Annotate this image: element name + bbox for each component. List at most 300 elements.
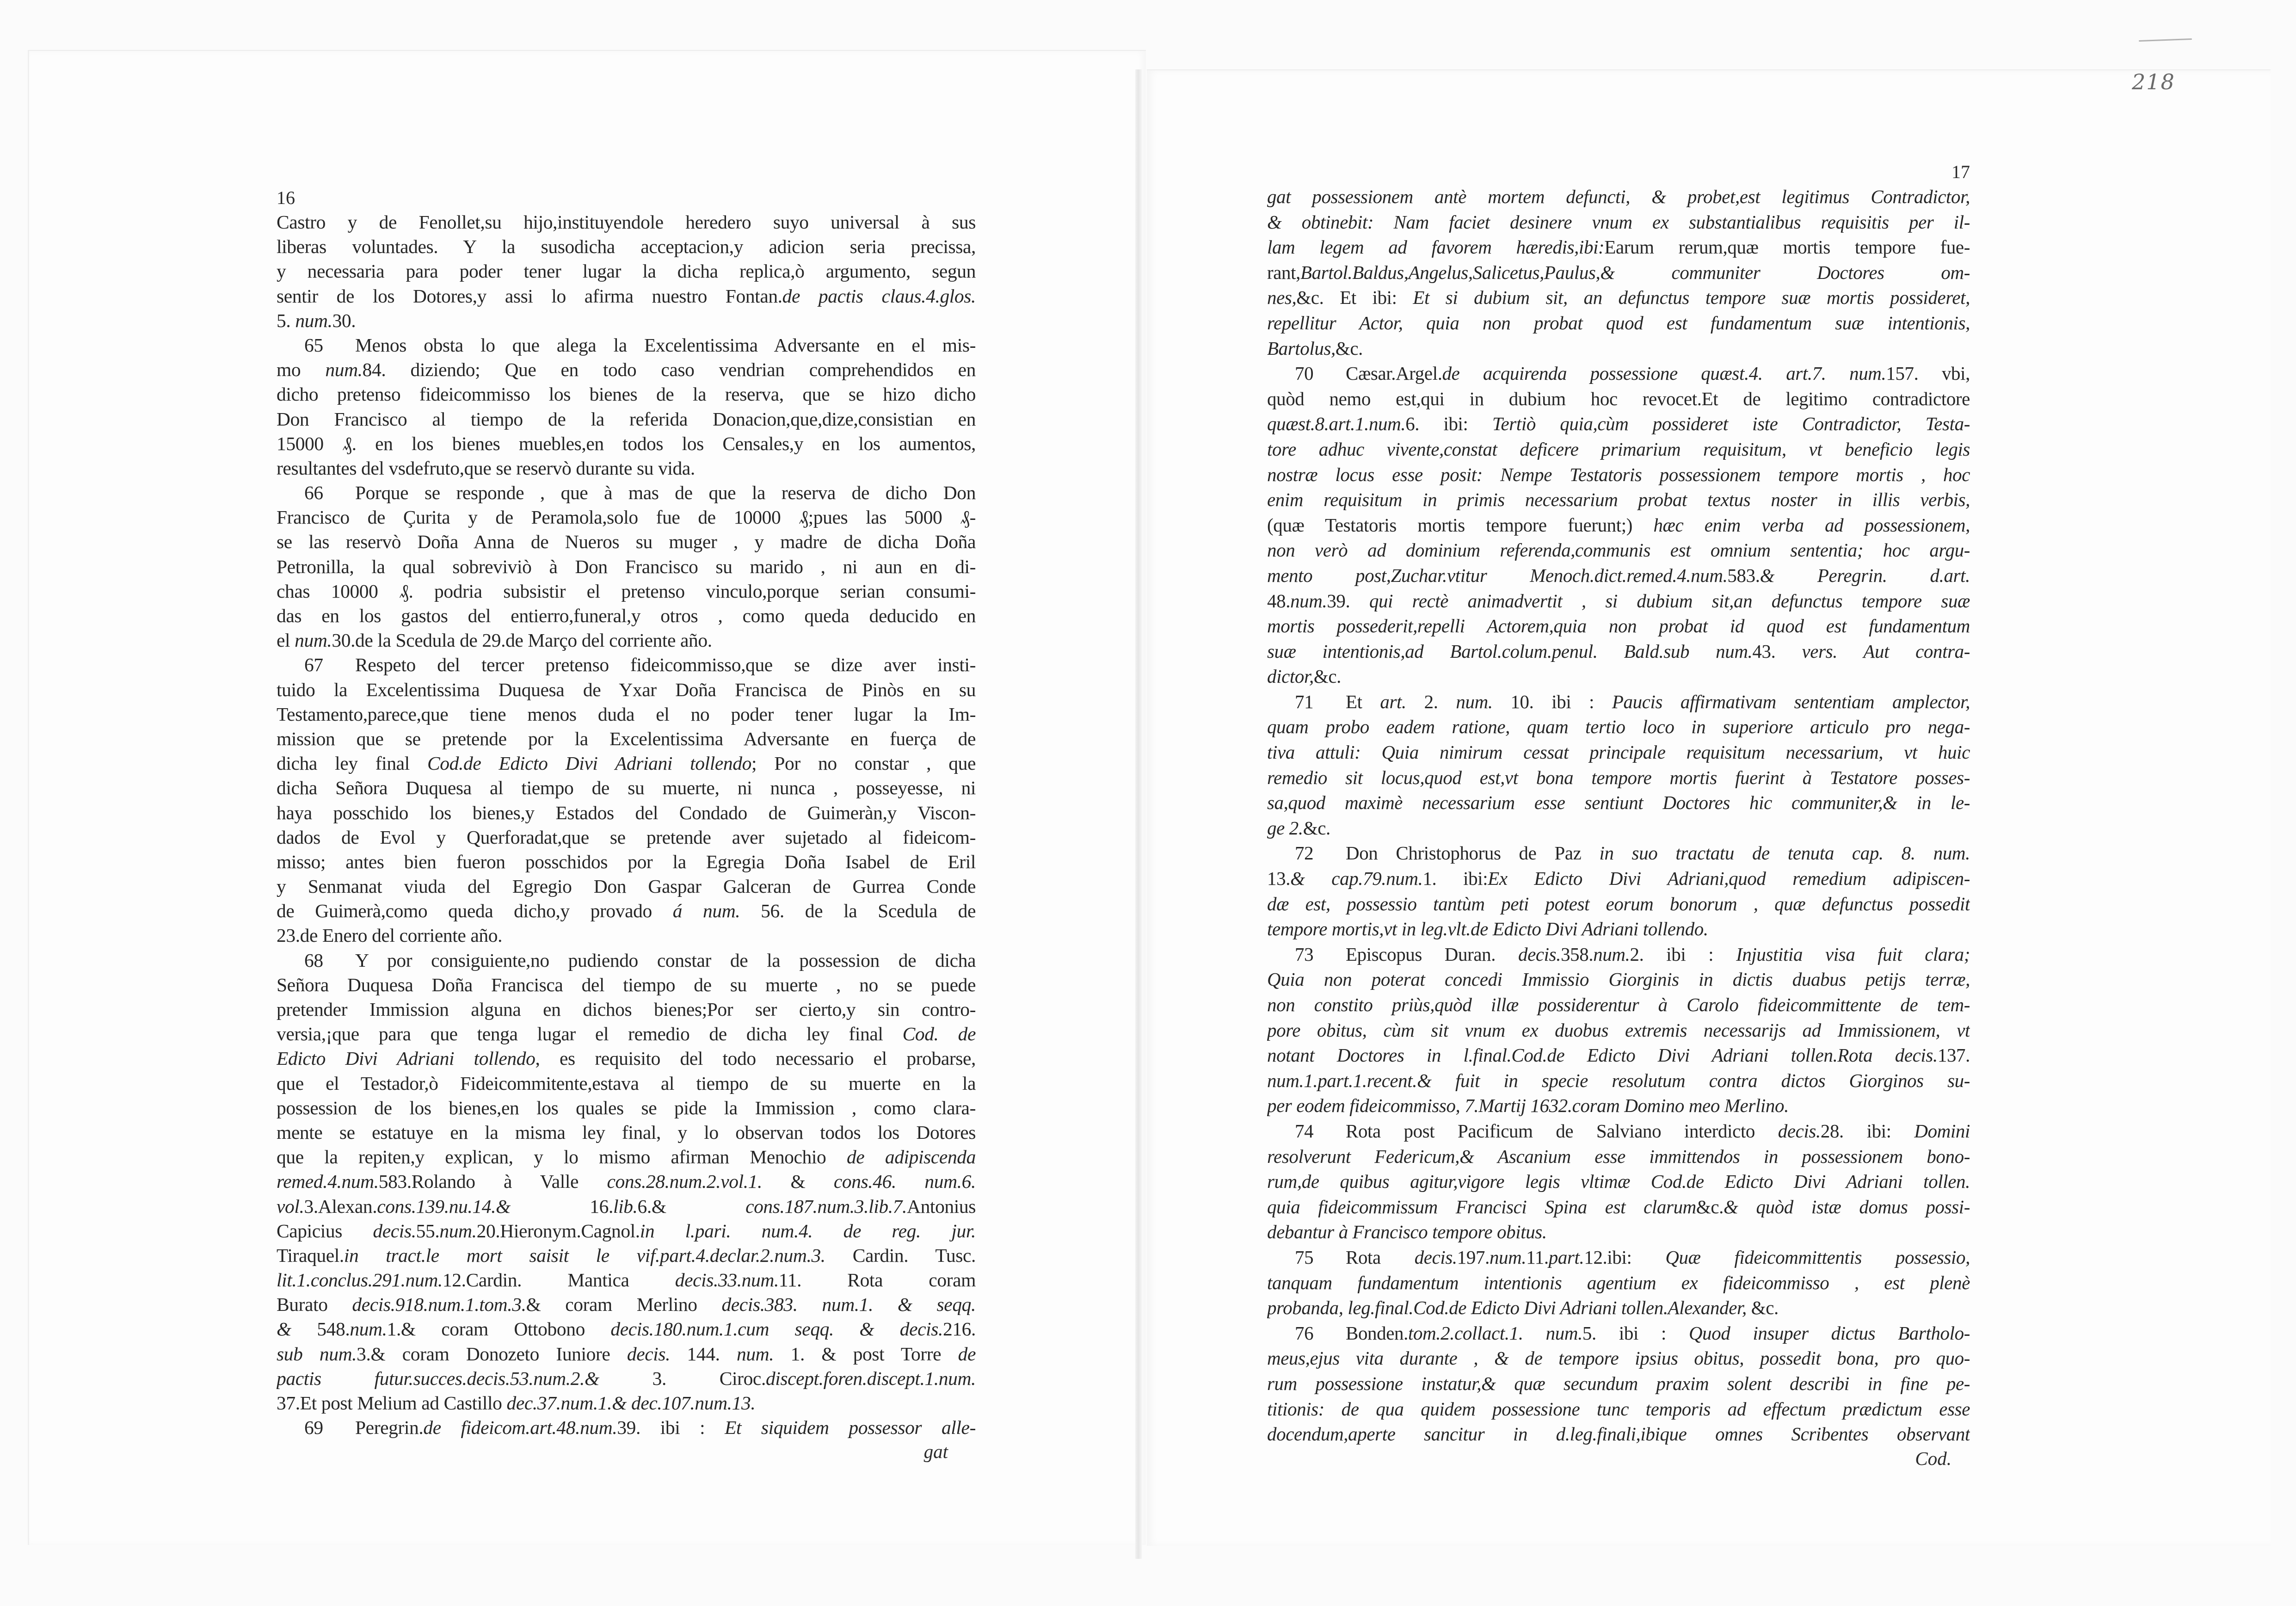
- roman-text: (quæ Testatoris mortis tempore fuerunt;): [1267, 514, 1654, 536]
- text-line: [1267, 537, 1970, 563]
- roman-text: Antonius: [907, 1195, 976, 1217]
- italic-citation: num.: [1593, 943, 1630, 965]
- italic-citation: debantur à Francisco tempore obitus.: [1267, 1221, 1547, 1243]
- text-line: [277, 235, 976, 259]
- italic-citation: de pactis claus.4.glos.: [782, 285, 976, 307]
- italic-citation: á num.: [672, 900, 740, 922]
- roman-text: tuido la Excelentissima Duquesa de Yxar Doña Francisca de Pinòs en su: [277, 679, 976, 700]
- paragraph-start-line: [277, 1415, 976, 1440]
- text-line: [1267, 866, 1970, 891]
- roman-text: 43.: [1752, 640, 1802, 662]
- text-line: [1267, 1068, 1970, 1093]
- text-line: [1267, 1169, 1970, 1194]
- text-line: [277, 628, 976, 653]
- roman-text: dicha ley final: [277, 753, 428, 774]
- roman-text: 358.: [1561, 943, 1594, 965]
- roman-text: Capicius: [277, 1220, 373, 1242]
- text-line: [1267, 790, 1970, 815]
- italic-citation: quam probo eadem ratione, quam tertio loco in superiore articulo pro nega-: [1267, 716, 1970, 738]
- roman-text: mente se estatuye en la misma ley final, y lo observan todos los Dotores: [277, 1121, 976, 1143]
- text-line: [277, 259, 976, 284]
- text-line: [1267, 1421, 1970, 1447]
- text-line: [277, 1046, 976, 1071]
- text-line: [277, 1071, 976, 1096]
- text-line: [1267, 437, 1970, 462]
- paragraph-start-line: [277, 948, 976, 973]
- text-line: [277, 1366, 976, 1391]
- italic-citation: rum,de quibus agitur,vigore legis vltimæ Cod.de Edicto Divi Adriani tollen.: [1267, 1171, 1970, 1192]
- italic-citation: Injustitia visa fuit clara;: [1736, 943, 1970, 965]
- text-line: [1267, 285, 1970, 310]
- italic-citation: decis.180.num.1.cum seqq. & decis.: [610, 1318, 943, 1340]
- text-line: [277, 1022, 976, 1046]
- roman-text: &c.: [1751, 1297, 1779, 1319]
- italic-citation: num.: [439, 1220, 477, 1242]
- roman-text: Petronilla, la qual sobreviviò à Don Francisco su marido , ni aun en di-: [277, 556, 976, 577]
- italic-citation: de acquirenda possessione quæst.4. art.7. num.: [1442, 363, 1886, 384]
- roman-text: 197.: [1457, 1246, 1490, 1268]
- text-line: [277, 1292, 976, 1317]
- text-line: [277, 1391, 976, 1415]
- italic-citation: num.: [1489, 1246, 1527, 1268]
- text-line: [1267, 639, 1970, 664]
- roman-text: 15000 ₰. en los bienes muebles,en todos los Censales,y en los aumentos,: [277, 432, 976, 454]
- italic-citation: & obtinebit: Nam faciet desinere vnum ex substantialibus requisitis per il-: [1267, 211, 1970, 233]
- italic-citation: lit.1.conclus.291.num.: [277, 1269, 443, 1291]
- roman-text: 84. diziendo; Que en todo caso vendrian comprehendidos en: [362, 359, 976, 381]
- italic-citation: lib.: [613, 1195, 638, 1217]
- text-line: [1267, 563, 1970, 588]
- text-line: [277, 456, 976, 481]
- text-line: [277, 899, 976, 923]
- roman-text: 1. ibi:: [1422, 868, 1488, 889]
- italic-citation: Quæ fideicommittentis possessio,: [1665, 1246, 1970, 1268]
- text-line: [1267, 1018, 1970, 1043]
- text-line: [1267, 1396, 1970, 1422]
- italic-citation: Edicto Divi Adriani tollendo: [277, 1048, 536, 1069]
- text-line: [277, 505, 976, 530]
- italic-citation: tempore mortis,vt in leg.vlt.de Edicto Divi Adriani tollendo.: [1267, 918, 1708, 940]
- roman-text: &: [762, 1171, 834, 1192]
- roman-text: Don Francisco al tiempo de la referida Donacion,que,dize,consistian en: [277, 408, 976, 430]
- roman-text: Porque se responde , que à mas de que la reserva de dicho Don: [355, 482, 976, 504]
- roman-text: resultantes del vsdefruto,que se reservò durante su vida.: [277, 457, 695, 479]
- paragraph-number: 67: [304, 654, 323, 676]
- italic-citation: Paucis affirmativam sententiam amplector,: [1612, 691, 1970, 712]
- text-line: [1267, 1043, 1970, 1068]
- text-lines: [277, 210, 976, 1440]
- roman-text: 37.Et post Melium ad Castillo: [277, 1392, 507, 1414]
- text-line: [277, 1169, 976, 1194]
- roman-text: 3.& coram Donozeto Iuniore: [357, 1343, 627, 1365]
- text-line: [1267, 336, 1970, 361]
- italic-citation: sa,quod maximè necessarium esse sentiunt Doctores hic communiter,& in le-: [1267, 792, 1970, 814]
- italic-citation: tore adhuc vivente,constat deficere primarium requisitum, vt beneficio legis: [1267, 438, 1970, 460]
- text-line: [277, 284, 976, 309]
- roman-text: , es requisito del todo necessario el probarse,: [535, 1048, 976, 1069]
- roman-text: Francisco de Çurita y de Peramola,solo fue de 10000 ₰;pues las 5000 ₰-: [277, 507, 976, 528]
- text-line: [277, 776, 976, 800]
- paragraph-number: 70: [1295, 363, 1314, 384]
- italic-citation: Cod.de Edicto Divi Adriani tollendo: [427, 753, 751, 774]
- italic-citation: dictor,: [1267, 666, 1314, 687]
- text-line: [1267, 260, 1970, 285]
- roman-text: 30.: [332, 309, 356, 331]
- roman-text: Bonden.: [1346, 1322, 1408, 1344]
- text-line: [277, 678, 976, 702]
- italic-citation: docendum,aperte sancitur in d.leg.finali,ibique omnes Scribentes observant: [1267, 1423, 1970, 1445]
- italic-citation: dec.37.num.1.& dec.107.num.13.: [506, 1392, 756, 1414]
- italic-citation: suæ intentionis,ad Bartol.colum.penul. Bald.sub num.: [1267, 640, 1753, 662]
- paragraph-start-line: [1267, 840, 1970, 866]
- roman-text: haya posschido los bienes,y Estados del Condado de Guimeràn,y Viscon-: [277, 802, 976, 823]
- italic-citation: part.: [1548, 1246, 1584, 1268]
- text-line: [277, 432, 976, 456]
- text-line: [277, 1096, 976, 1120]
- italic-citation: vers. Aut contra-: [1802, 640, 1970, 662]
- roman-text: sentir de los Dotores,y assi lo afirma nuestro Fontan.: [277, 285, 782, 307]
- italic-citation: cons.139.nu.14.&: [377, 1195, 590, 1217]
- paragraph-number: 72: [1295, 842, 1314, 864]
- text-line: [1267, 815, 1970, 841]
- text-line: [277, 530, 976, 554]
- roman-text: 11.: [1526, 1246, 1549, 1268]
- roman-text: 144.: [670, 1343, 737, 1365]
- italic-citation: ge 2.: [1267, 817, 1303, 839]
- text-line: [1267, 916, 1970, 942]
- italic-citation: remedio sit locus,quod est,vt bona tempore mortis fuerint à Testatore posses-: [1267, 766, 1970, 788]
- roman-text: Tiraquel.: [277, 1244, 344, 1266]
- roman-text: rant,: [1267, 261, 1300, 283]
- text-line: [277, 382, 976, 407]
- italic-citation: mento post,Zuchar.vtitur Menoch.dict.remed.4.num.: [1267, 564, 1728, 586]
- roman-text: se las reservò Doña Anna de Nueros su muger , y madre de dicha Doña: [277, 531, 976, 553]
- italic-citation: cons.46. num.6.: [833, 1171, 976, 1192]
- text-line: [1267, 1295, 1970, 1321]
- roman-text: 55.: [416, 1220, 440, 1242]
- text-line: [1267, 386, 1970, 412]
- italic-citation: decis.: [1778, 1120, 1821, 1142]
- roman-text: versia,¡que para que tenga lugar el remedio de dicha ley final: [277, 1023, 903, 1045]
- paragraph-number: 71: [1295, 691, 1314, 712]
- text-line: [1267, 310, 1970, 336]
- italic-citation: tiva attuli: Quia nimirum cessat principale requisitum necessarium, vt huic: [1267, 741, 1970, 763]
- roman-text: 28. ibi:: [1820, 1120, 1914, 1142]
- roman-text: dicho pretenso fideicommisso los bienes de la reserva, que se hizo dicho: [277, 383, 976, 405]
- paragraph-number: 76: [1295, 1322, 1314, 1344]
- text-line: [1267, 210, 1970, 235]
- text-line: [1267, 235, 1970, 260]
- text-line: [1267, 1371, 1970, 1396]
- roman-text: el: [277, 630, 295, 651]
- paragraph-start-line: [1267, 1118, 1970, 1144]
- text-line: [277, 1342, 976, 1366]
- italic-citation: lam legem ad favorem hæredis,ibi:: [1267, 236, 1605, 258]
- italic-citation: & Peregrin. d.art.: [1760, 564, 1970, 586]
- paragraph-start-line: [1267, 1321, 1970, 1346]
- roman-text: 5.: [277, 309, 295, 331]
- roman-text: 216.: [942, 1318, 976, 1340]
- italic-citation: non verò ad dominium referenda,communis est omnium sententia; hoc argu-: [1267, 539, 1970, 561]
- italic-citation: & quòd istæ domus possi-: [1724, 1196, 1970, 1217]
- italic-citation: num.: [736, 1343, 774, 1365]
- text-line: [277, 850, 976, 874]
- text-line: [1267, 487, 1970, 513]
- text-line: [1267, 714, 1970, 740]
- italic-citation: rum possessione instatur,& quæ secundum praxim solent describi in fine pe-: [1267, 1372, 1970, 1394]
- italic-citation: tanquam fundamentum intentionis agentium ex fideicommisso , est plenè: [1267, 1272, 1970, 1293]
- roman-text: 548.: [317, 1318, 350, 1340]
- roman-text: 13.: [1267, 868, 1291, 889]
- text-line: [277, 358, 976, 382]
- roman-text: Episcopus Duran.: [1346, 943, 1518, 965]
- roman-text: Rota: [1346, 1246, 1415, 1268]
- text-line: [277, 973, 976, 997]
- paragraph-number: 66: [304, 482, 323, 504]
- roman-text: 2. ibi :: [1630, 943, 1736, 965]
- paragraph-number: 65: [304, 334, 323, 356]
- right-page-text: [1267, 163, 1970, 1470]
- italic-citation: remed.4.num.: [277, 1171, 379, 1192]
- page-number: 17: [1951, 161, 1970, 182]
- text-line: [1267, 1093, 1970, 1118]
- paragraph-start-line: [1267, 689, 1970, 715]
- text-line: [1267, 891, 1970, 917]
- italic-citation: Et siquidem possessor alle-: [725, 1417, 976, 1439]
- roman-text: 157. vbi,: [1886, 363, 1970, 384]
- text-line: [1267, 992, 1970, 1018]
- italic-citation: probanda, leg.final.Cod.de Edicto Divi Adriani tollen.Alexander,: [1267, 1297, 1751, 1319]
- roman-text: 137.: [1937, 1044, 1970, 1066]
- italic-citation: Ex Edicto Divi Adriani,quod remedium adipiscen-: [1488, 868, 1970, 889]
- roman-text: Castro y de Fenollet,su hijo,instituyendole heredero suyo universal à sus: [277, 211, 976, 233]
- text-line: [1267, 1270, 1970, 1296]
- paragraph-number: 75: [1295, 1246, 1314, 1268]
- text-line: [277, 604, 976, 628]
- text-line: [277, 751, 976, 776]
- italic-citation: qui rectè animadvertit , si dubium sit,an defunctus tempore suæ: [1369, 590, 1970, 612]
- italic-citation: decis.: [627, 1343, 671, 1365]
- italic-citation: decis.: [373, 1220, 416, 1242]
- italic-citation: pore obitus, cùm sit vnum ex duobus extremis necessarijs ad Immissionem, vt: [1267, 1019, 1970, 1041]
- italic-citation: de adipiscenda: [846, 1146, 976, 1168]
- italic-citation: pactis futur.succes.decis.53.num.2.&: [277, 1367, 652, 1389]
- italic-citation: cons.28.num.2.vol.1.: [607, 1171, 763, 1192]
- text-line: [277, 210, 976, 235]
- text-line: [1267, 411, 1970, 437]
- binding-gutter: [1135, 69, 1142, 1559]
- roman-text: Testamento,parece,que tiene menos duda el no poder tener lugar la Im-: [277, 703, 976, 725]
- handwritten-folio-number: 218: [2132, 69, 2175, 94]
- italic-citation: Bartolus,: [1267, 337, 1336, 359]
- roman-text: Cæsar.Argel.: [1346, 363, 1442, 384]
- italic-citation: resolverunt Federicum,& Ascanium esse immittendos in possessionem bono-: [1267, 1145, 1970, 1167]
- roman-text: 20.Hieronym.Cagnol.: [476, 1220, 640, 1242]
- italic-citation: enim requisitum in primis necessarium probat textus noster in illis verbis,: [1267, 489, 1970, 511]
- roman-text: Earum rerum,quæ mortis tempore fue-: [1604, 236, 1970, 258]
- italic-citation: Quia non poterat concedi Immissio Giorginis in dictis duabus petijs terræ,: [1267, 969, 1970, 990]
- roman-text: Rota post Pacificum de Salviano interdicto: [1346, 1120, 1778, 1142]
- italic-citation: & cap.79.num.: [1290, 868, 1423, 889]
- text-line: [1267, 513, 1970, 538]
- text-line: [1267, 664, 1970, 689]
- paragraph-start-line: [1267, 942, 1970, 967]
- italic-citation: per eodem fideicommisso, 7.Martij 1632.coram Domino meo Merlino.: [1267, 1095, 1789, 1117]
- text-line: [1267, 184, 1970, 210]
- roman-text: 3. Ciroc.: [652, 1367, 766, 1389]
- italic-citation: num.: [1290, 590, 1327, 612]
- paragraph-start-line: [1267, 1245, 1970, 1270]
- italic-citation: meus,ejus vita durante , & de tempore ipsius obitus, possedit bona, pro quo-: [1267, 1347, 1970, 1369]
- roman-text: 583.: [1727, 564, 1760, 586]
- roman-text: 3.Alexan.: [304, 1195, 377, 1217]
- catchword: Cod.: [1915, 1447, 1951, 1469]
- italic-citation: decis.918.num.1.tom.3.: [352, 1294, 526, 1316]
- roman-text: que la repiten,y explican, y lo mismo afirman Menochio: [277, 1146, 847, 1168]
- paragraph-number: 74: [1295, 1120, 1314, 1142]
- roman-text: Y por consiguiente,no pudiendo constar de la possession de dicha: [355, 949, 976, 971]
- roman-text: que el Testador,ò Fideicommitente,estava al tiempo de su muerte en la: [277, 1072, 976, 1094]
- italic-citation: nes,: [1267, 287, 1297, 309]
- roman-text: 583.Rolando à Valle: [378, 1171, 607, 1192]
- pencil-stroke: [2139, 38, 2192, 42]
- text-line: [277, 825, 976, 850]
- italic-citation: in tract.le mort saisit le vif.part.4.declar.2.num.3.: [344, 1244, 825, 1266]
- text-line: [1267, 1144, 1970, 1169]
- roman-text: misso; antes bien fueron posschidos por la Egregia Doña Isabel de Eril: [277, 851, 976, 872]
- italic-citation: num.: [325, 359, 363, 381]
- italic-citation: num.: [350, 1318, 387, 1340]
- roman-text: Cardin. Tusc.: [825, 1244, 976, 1266]
- roman-text: 12.Cardin. Mantica: [442, 1269, 675, 1291]
- roman-text: 12.ibi:: [1584, 1246, 1666, 1268]
- roman-text: mo: [277, 359, 326, 381]
- paragraph-number: 69: [304, 1417, 323, 1439]
- roman-text: de Guimerà,como queda dicho,y provado: [277, 900, 673, 922]
- italic-citation: in suo tractatu de tenuta cap. 8. num.: [1599, 842, 1970, 864]
- text-line: [277, 923, 976, 948]
- roman-text: Burato: [277, 1294, 352, 1316]
- italic-citation: non constito priùs,quòd illæ possiderentur à Carolo fideicommittente de tem-: [1267, 994, 1970, 1015]
- roman-text: Respeto del tercer pretenso fideicommisso,que se dize aver insti-: [355, 654, 976, 676]
- roman-text: Señora Duquesa Doña Francisca del tiempo de su muerte , no se puede: [277, 974, 976, 995]
- roman-text: 39. ibi :: [617, 1417, 725, 1439]
- italic-citation: vol.: [277, 1195, 304, 1217]
- italic-citation: Quod insuper dictus Bartholo-: [1688, 1322, 1970, 1344]
- text-line: [277, 309, 976, 333]
- italic-citation: num.: [295, 309, 332, 331]
- italic-citation: gat possessionem antè mortem defuncti, & probet,est legitimus Contradictor,: [1267, 186, 1970, 207]
- roman-text: ; Por no constar , que: [751, 753, 976, 774]
- text-lines: [1267, 184, 1970, 1447]
- roman-text: y Senmanat viuda del Egregio Don Gaspar Galceran de Gurrea Conde: [277, 876, 976, 897]
- roman-text: das en los gastos del entierro,funeral,y otros , como queda deducido en: [277, 605, 976, 626]
- text-line: [277, 727, 976, 751]
- italic-citation: Et si dubium sit, an defunctus tempore suæ mortis possideret,: [1413, 287, 1970, 309]
- roman-text: 16.: [590, 1195, 613, 1217]
- text-line: [1267, 1219, 1970, 1245]
- italic-citation: decis.33.num.: [675, 1269, 779, 1291]
- roman-text: possession de los bienes,en los quales se pide la Immission , como clara-: [277, 1097, 976, 1118]
- text-line: [277, 555, 976, 579]
- text-line: [1267, 462, 1970, 488]
- italic-citation: Tertiò quia,cùm possideret iste Contradictor, Testa-: [1492, 413, 1970, 435]
- roman-text: dicha Señora Duquesa al tiempo de su muerte, ni nunca , posseyesse, ni: [277, 777, 976, 799]
- roman-text: y necessaria para poder tener lugar la dicha replica,ò argumento, segun: [277, 260, 976, 282]
- italic-citation: cons.187.num.3.lib.7.: [745, 1195, 907, 1217]
- roman-text: Peregrin.: [355, 1417, 424, 1439]
- roman-text: 6. ibi:: [1405, 413, 1492, 435]
- roman-text: &c. Et ibi:: [1296, 287, 1413, 309]
- italic-citation: notant Doctores in l.final.Cod.de Edicto Divi Adriani tollen.Rota decis.: [1267, 1044, 1938, 1066]
- roman-text: 10. ibi :: [1492, 691, 1612, 712]
- italic-citation: decis.: [1414, 1246, 1457, 1268]
- text-line: [277, 1243, 976, 1268]
- text-line: [1267, 967, 1970, 992]
- italic-citation: quæst.8.art.1.num.: [1267, 413, 1406, 435]
- roman-text: Don Christophorus de Paz: [1346, 842, 1600, 864]
- roman-text: &c.: [1313, 666, 1341, 687]
- italic-citation: mortis possederit,repelli Actorem,quia non probat id quod est fundamentum: [1267, 615, 1970, 637]
- text-line: [277, 702, 976, 727]
- italic-citation: decis.383. num.1. & seqq.: [721, 1294, 976, 1316]
- paragraph-start-line: [277, 333, 976, 358]
- paragraph-start-line: [1267, 361, 1970, 386]
- paragraph-start-line: [277, 653, 976, 677]
- italic-citation: num.: [1456, 691, 1493, 712]
- paragraph-number: 68: [304, 949, 323, 971]
- paragraph-start-line: [277, 481, 976, 505]
- text-line: [277, 874, 976, 899]
- roman-text: Et: [1346, 691, 1380, 712]
- text-line: [277, 579, 976, 604]
- italic-citation: sub num.: [277, 1343, 357, 1365]
- text-line: [1267, 1194, 1970, 1220]
- roman-text: Menos obsta lo que alega la Excelentissima Adversante en el mis-: [355, 334, 976, 356]
- italic-citation: discept.foren.discept.1.num.: [765, 1367, 976, 1389]
- page-number: 16: [277, 187, 295, 208]
- italic-citation: in l.pari. num.4. de reg. jur.: [640, 1220, 976, 1242]
- text-line: [277, 1268, 976, 1292]
- text-line: [1267, 765, 1970, 791]
- roman-text: 2.: [1406, 691, 1456, 712]
- roman-text: quòd nemo est,qui in dubium hoc revocet.Et de legitimo contradictore: [1267, 388, 1970, 409]
- text-line: [1267, 740, 1970, 765]
- italic-citation: num.: [295, 630, 332, 651]
- italic-citation: repellitur Actor, quia non probat quod est fundamentum suæ intentionis,: [1267, 312, 1970, 334]
- italic-citation: hæc enim verba ad possessionem,: [1653, 514, 1970, 536]
- roman-text: 5. ibi :: [1582, 1322, 1689, 1344]
- text-line: [277, 1145, 976, 1169]
- roman-text: &c.: [1335, 337, 1363, 359]
- italic-citation: Bartol.Baldus,Angelus,Salicetus,Paulus,& communiter Doctores om-: [1300, 261, 1970, 283]
- italic-citation: de fideicom.art.48.num.: [423, 1417, 617, 1439]
- italic-citation: tom.2.collact.1. num.: [1408, 1322, 1582, 1344]
- italic-citation: decis.: [1518, 943, 1561, 965]
- text-line: [1267, 613, 1970, 639]
- italic-citation: dæ est, possessio tantùm peti potest eorum bonorum , quæ defunctus possedit: [1267, 893, 1970, 914]
- italic-citation: quia fideicommissum Francisci Spina est clarum: [1267, 1196, 1696, 1217]
- italic-citation: art.: [1380, 691, 1406, 712]
- roman-text: 56. de la Scedula de: [740, 900, 976, 922]
- roman-text: 6.&: [637, 1195, 746, 1217]
- roman-text: 39.: [1327, 590, 1369, 612]
- left-page-text: [277, 189, 976, 1463]
- roman-text: chas 10000 ₰. podria subsistir el pretenso vinculo,porque serian consumi-: [277, 580, 976, 602]
- catchword: gat: [923, 1441, 948, 1463]
- paragraph-number: 73: [1295, 943, 1314, 965]
- roman-text: & coram Merlino: [526, 1294, 722, 1316]
